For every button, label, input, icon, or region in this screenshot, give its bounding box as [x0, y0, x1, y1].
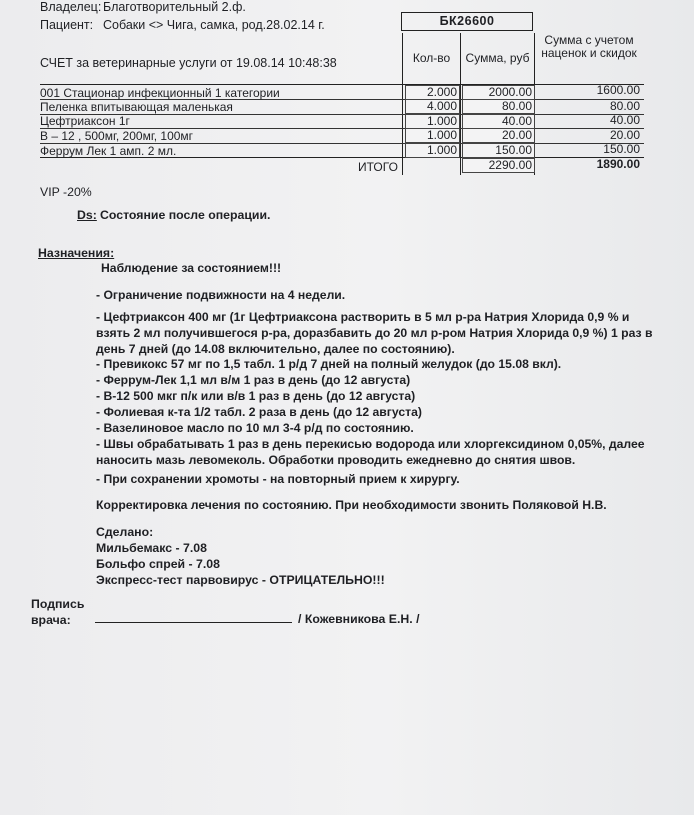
row-name: 001 Стационар инфекционный 1 категории: [40, 86, 280, 100]
row-sum: 80.00: [462, 99, 535, 114]
row-sum: 40.00: [462, 114, 535, 129]
owner-value: Благотворительный 2.ф.: [103, 0, 246, 14]
vip-discount: VIP -20%: [40, 185, 92, 199]
prescription-item: - Фолиевая к-та 1/2 табл. 2 раза в день (до 12 августа): [96, 405, 422, 419]
prescription-item: - Превикокс 57 мг по 1,5 табл. 1 р/д 7 дней на полный желудок (до 15.08 вкл).: [96, 357, 562, 371]
prescription-item: - В-12 500 мкг п/к или в/в 1 раз в день (до 12 августа): [96, 389, 416, 403]
prescription-item: Наблюдение за состоянием!!!: [101, 261, 282, 275]
patient-label: Пациент:: [40, 18, 94, 32]
done-label: Сделано:: [96, 525, 154, 539]
prescription-item: - При сохранении хромоты - на повторный прием к хирургу.: [96, 472, 460, 486]
row-name: В – 12 , 500мг, 200мг, 100мг: [40, 129, 194, 143]
row-qty: 1.000: [405, 114, 460, 129]
row-total: 1600.00: [596, 83, 640, 97]
row-sum: 20.00: [462, 128, 535, 143]
signature-label: Подпись: [31, 597, 85, 611]
row-name: Пеленка впитывающая маленькая: [40, 100, 233, 114]
prescription-item: Корректировка лечения по состоянию. При необходимости звонить Поляковой Н.В.: [96, 498, 607, 512]
prescription-item: - Ограничение подвижности на 4 недели.: [96, 288, 346, 302]
row-qty: 1.000: [405, 128, 460, 143]
invoice-title: СЧЕТ за ветеринарные услуги от 19.08.14 10:48:38: [40, 56, 337, 70]
done-item: Экспресс-тест парвовирус - ОТРИЦАТЕЛЬНО!!!: [96, 573, 385, 587]
prescription-item: - Цефтриаксон 400 мг (1г Цефтриаксона растворить в 5 мл р-ра Натрия Хлорида 0,9 % и взять 2 мл получившегося р-ра, доразбавить до 20 мл р-ром Натрия Хлорида 0,9 %) 1 раз в день 7 дней (до 14.08 включительно, далее по состоянию).: [96, 310, 653, 357]
col-qty-header: Кол-во: [412, 51, 451, 65]
row-qty: 2.000: [405, 85, 460, 100]
row-qty: 1.000: [405, 143, 460, 158]
doctor-name: / Кожевникова Е.Н. /: [298, 612, 420, 626]
row-sum: 2000.00: [462, 85, 535, 100]
prescription-item: - Феррум-Лек 1,1 мл в/м 1 раз в день (до 12 августа): [96, 373, 411, 387]
row-name: Феррум Лек 1 амп. 2 мл.: [40, 144, 177, 158]
prescriptions-label: Назначения:: [38, 246, 115, 260]
signature-label-2: врача:: [31, 613, 71, 627]
ds-value: Состояние после операции.: [100, 208, 271, 222]
total-label: ИТОГО: [358, 160, 398, 174]
total-discounted: 1890.00: [596, 157, 640, 171]
owner-label: Владелец:: [40, 0, 102, 14]
col-sum-header: Сумма, руб: [465, 51, 530, 65]
done-item: Мильбемакс - 7.08: [96, 541, 207, 555]
row-total: 20.00: [609, 128, 640, 142]
prescription-item: - Швы обрабатывать 1 раз в день перекисью водорода или хлоргексидином 0,05%, далее наносить мазь левомеколь. Обработки проводить ежедневно до снятия швов.: [96, 437, 645, 468]
total-sum: 2290.00: [462, 158, 535, 173]
ds-label: Ds:: [77, 208, 97, 222]
invoice-code-box: БК26600: [401, 12, 533, 31]
row-total: 80.00: [609, 99, 640, 113]
row-total: 40.00: [609, 113, 640, 127]
row-sum: 150.00: [462, 143, 535, 158]
prescription-item: - Вазелиновое масло по 10 мл 3-4 р/д по состоянию.: [96, 421, 414, 435]
row-total: 150.00: [603, 142, 640, 156]
row-name: Цефтриаксон 1г: [40, 114, 130, 128]
done-item: Больфо спрей - 7.08: [96, 557, 220, 571]
row-qty: 4.000: [405, 99, 460, 114]
col-total-header: Сумма с учетом наценок и скидок: [541, 33, 637, 60]
signature-line: [95, 622, 292, 623]
patient-value: Собаки <> Чига, самка, род.28.02.14 г.: [103, 18, 325, 32]
